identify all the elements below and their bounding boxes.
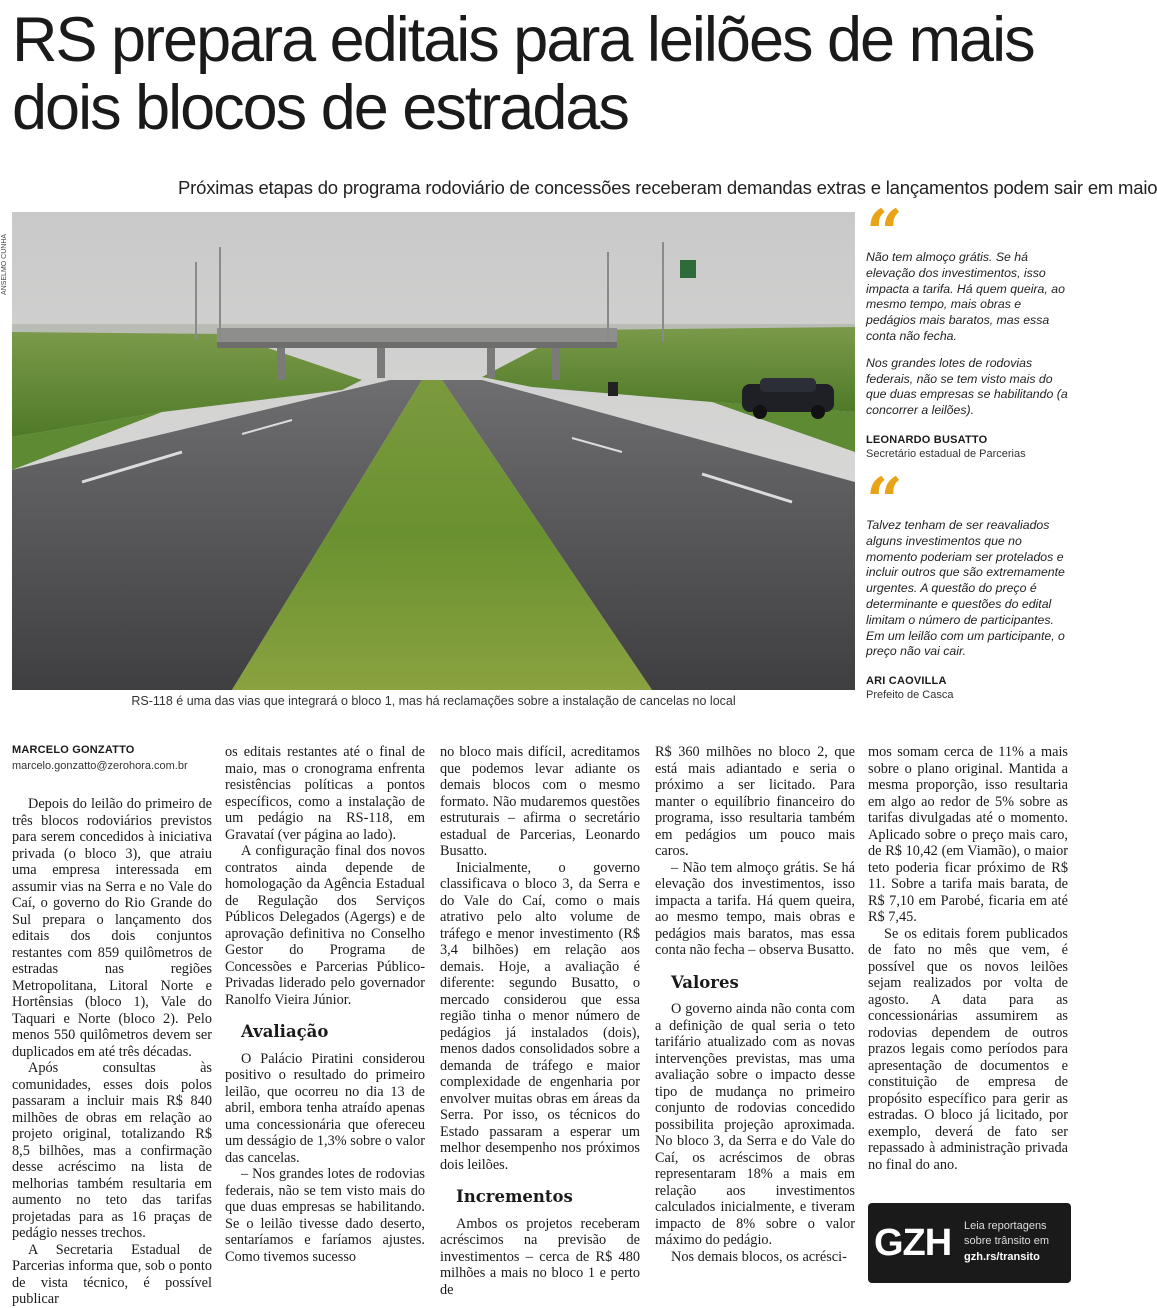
quote-2-role: Prefeito de Casca [866,689,954,702]
article-paragraph: mos somam cerca de 11% a mais sobre o plano original. Mantida a mesma proporção, isso resultaria em algo ao redor de 5% sobre as tarifas divulgadas até o momento. Aplicado sobre o preço mais caro, de R$ 10,42 (em Viamão), o maior teto poderia ficar próximo de R$ 11. Sobre a tarifa mais barata, de R$ 7,10 em Parobé, ficaria em até R$ 7,45. [868,744,1068,925]
article-paragraph: os editais restantes até o final de maio, mas o cronograma enfrenta resistências políticas a pontos específicos, como a instalação de um pedágio na RS-118, em Gravataí (ver página ao lado). [225,744,425,843]
article-column-5 [868,744,1068,1184]
promo-link[interactable]: gzh.rs/transito [964,1251,1040,1263]
author-name: MARCELO GONZATTO [12,744,135,756]
headline: RS prepara editais para leilões de mais dois blocos de estradas [12,5,1034,143]
section-heading: Avaliação [241,1022,329,1041]
article-column-2 [225,744,425,1288]
article-paragraph: A Secretaria Estadual de Parcerias informa que, sob o ponto de vista técnico, é possível publicar [12,1241,212,1307]
article-paragraph: – Não tem almoço grátis. Se há elevação dos investimentos, isso impacta a tarifa. Há quem queira, ao mesmo tempo, mais obras e pedágios mais baratos, mas essa conta não fecha – observa Busatto. [655,859,855,958]
article-paragraph: O governo ainda não conta com a definição de qual seria o teto tarifário atualizado com as novas intervenções previstas, mas uma avaliação sobre o impacto desse tipo de mudança no primeiro conjunto de rodovias concedido possibilita projeção aproximada. No bloco 3, da Serra e do Vale do Caí, os acréscimos de obras representaram 18% a mais em relação aos investimentos calculados inicialmente, e tiveram impacto de 8% sobre o valor máximo do pedágio. [655,1001,855,1248]
article-paragraph: Depois do leilão do primeiro de três blocos rodoviários previstos para serem concedidos à iniciativa privada (o bloco 3), que atraiu uma empresa interessada em assumir vias na Serra e no Vale do Caí, o governo do Rio Grande do Sul prepara o lançamento dos editais dos dois conjuntos restantes com 859 quilômetros de estradas nas regiões Metropolitana, Litoral Norte e Hortênsias (bloco 1), Vale do Taquari e Norte (bloco 2). Pelo menos 550 quilômetros devem ser duplicados em até três décadas. [12,796,212,1060]
article-paragraph: A configuração final dos novos contratos ainda depende de homologação da Agência Estadual de Regulação dos Serviços Públicos Delegados (Agergs) e de aprovação definitiva no Conselho Gestor do Programa de Concessões e Parcerias Público-Privadas liderado pelo governador Ranolfo Vieira Júnior. [225,843,425,1008]
article-column-4 [655,744,855,1288]
quote-1-author: LEONARDO BUSATTO [866,433,988,446]
article-column-1 [12,796,212,1307]
quote-1-paragraph-2: Nos grandes lotes de rodovias federais, não se tem visto mais do que duas empresas se habilitando (a concorrer a leilões). [866,355,1068,418]
byline [12,744,212,772]
photo-caption: RS-118 é uma das vias que integrará o bloco 1, mas há reclamações sobre a instalação de cancelas no local [131,694,736,708]
quotes-sidebar [866,196,1072,702]
road-photo-illustration [12,212,855,690]
quote-1-role: Secretário estadual de Parcerias [866,447,1026,460]
section-heading: Valores [671,972,739,992]
article-column-3 [440,744,640,1298]
road-photo [12,212,855,690]
photo-credit: ANSELMO CUNHA [1,233,8,295]
article-paragraph: Ambos os projetos receberam acréscimos na previsão de investimentos – cerca de R$ 480 milhões a mais no bloco 1 e perto de [440,1215,640,1298]
quote-2-author: ARI CAOVILLA [866,675,947,688]
promo-line-1: Leia reportagens [964,1220,1047,1232]
article-paragraph: – Nos grandes lotes de rodovias federais, não se tem visto mais do que duas empresas se habilitando. Se o leilão tivesse dado deserto, sentaríamos e faríamos ajustes. Como tivemos sucesso [225,1166,425,1265]
quote-mark-icon: “ [866,196,903,271]
article-paragraph: no bloco mais difícil, acreditamos que podemos levar adiante os demais blocos com o mesmo formato. Não mudaremos questões estruturais – afirma o secretário estadual de Parcerias, Leonardo Busatto. [440,744,640,859]
gzh-logo: GZH [874,1222,952,1264]
quote-1-paragraph-1: Não tem almoço grátis. Se há elevação dos investimentos, isso impacta a tarifa. Há quem queira, ao mesmo tempo, mais obras e pedágios mais baratos, mas essa conta não fecha. [866,250,1065,343]
article-paragraph: Inicialmente, o governo classificava o bloco 3, da Serra e do Vale do Caí, como o mais atrativo pelo alto volume de tráfego e menor investimento (R$ 3,4 bilhões) em relação aos demais. Hoje, a avaliação é diferente: segundo Busatto, o mercado considerou que essa região tinha o menor número de pedágios já instalados (dois), menos dados consolidados sobre a demanda de tráfego e maior complexidade de engenharia por envolver muitas obras em áreas da Serra. Por isso, os técnicos do Estado passaram a esperar um melhor desempenho nos próximos dois leilões. [440,859,640,1173]
section-heading: Incrementos [456,1187,573,1206]
article-paragraph: O Palácio Piratini considerou positivo o resultado do primeiro leilão, que ocorreu no dia 13 de abril, embora tenha atraído apenas uma concessionária que ofereceu um desságio de 1,3% sobre o valor das cancelas. [225,1050,425,1166]
promo-line-2: sobre trânsito em [964,1235,1049,1247]
author-email[interactable]: marcelo.gonzatto@zerohora.com.br [12,760,188,772]
subheadline: Próximas etapas do programa rodoviário de concessões receberam demandas extras e lançamentos podem sair em maio [178,177,1157,198]
article-paragraph: R$ 360 milhões no bloco 2, que está mais adiantado e seria o próximo a ser licitado. Para manter o equilíbrio financeiro do programa, isso resultaria também em pedágios um pouco mais caros. [655,744,855,859]
quote-mark-icon: “ [866,463,903,539]
article-paragraph: Após consultas às comunidades, esses dois polos passaram a incluir mais R$ 840 milhões de obras em relação ao projeto original, totalizando R$ 8,5 bilhões, mas a confirmação desse acréscimo na lista de melhorias também resultaria em aumento no teto das tarifas projetadas para as 16 praças de pedágio nesses trechos. [12,1060,212,1241]
quote-block-2 [866,463,1072,702]
article-paragraph: Nos demais blocos, os acrésci- [671,1248,847,1265]
article-paragraph: Se os editais forem publicados de fato no mês que vem, é possível que os novos leilões sejam realizados por volta de agosto. A data para as concessionárias assumirem as rodovias dependem de outros prazos legais como períodos para apresentação de documentos e constituição de empresa de propósito específico para gerir as estradas. O bloco já licitado, por exemplo, deverá de fato ser repassado à administração privada no final do ano. [868,925,1068,1173]
quote-2-paragraph-1: Talvez tenham de ser reavaliados alguns investimentos que no momento poderiam ser protelados e incluir outros que são extremamente urgentes. A questão do preço é determinante e questões do edital limitam o número de participantes. Em um leilão com um participante, o preço não vai cair. [866,517,1065,659]
gzh-promo[interactable] [868,1203,1071,1283]
quote-block-1 [866,196,1072,460]
